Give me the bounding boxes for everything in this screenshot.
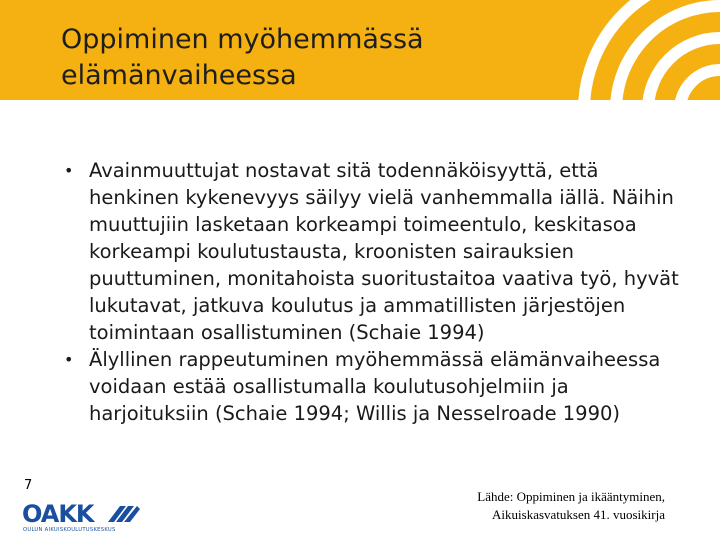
logo-wordmark: OAKK: [22, 500, 94, 528]
logo-tagline: OULUN AIKUISKOULUTUSKESKUS: [23, 527, 116, 533]
source-citation: [477, 488, 665, 524]
logo-stripes-icon: [108, 506, 140, 522]
bullet-marker: •: [64, 350, 74, 369]
bullet-text: Avainmuuttujat nostavat sitä todennäköisyyttä, että henkinen kykenevyys säilyy vielä vanhemmalla iällä. Näihin muuttujiin lasketaan korkeampi toimeentulo, keskitasoa korkeampi koulutustausta, kroonisten sairauksien puuttuminen, monitahoista suoritustaitoa vaativa työ, hyvät lukutavat, jatkuva koulutus ja ammatillisten järjestöjen toimintaan osallistuminen (Schaie 1994): [89, 159, 679, 344]
bullet-item: [62, 346, 682, 427]
source-line: Aikuiskasvatuksen 41. vuosikirja: [492, 507, 665, 522]
header-banner: [0, 0, 720, 100]
bullet-list: [62, 157, 682, 427]
slide-title: Oppiminen myöhemmässä elämänvaiheessa: [61, 24, 424, 91]
bullet-marker: •: [64, 161, 74, 180]
source-line: Lähde: Oppiminen ja ikääntyminen,: [477, 489, 665, 504]
slide-number: 7: [24, 478, 33, 493]
bullet-item: [62, 157, 682, 346]
bullet-text: Älyllinen rappeutuminen myöhemmässä elämänvaiheessa voidaan estää osallistumalla koulutusohjelmiin ja harjoituksiin (Schaie 1994; Willis ja Nesselroade 1990): [89, 348, 661, 425]
oakk-logo: [22, 500, 142, 534]
